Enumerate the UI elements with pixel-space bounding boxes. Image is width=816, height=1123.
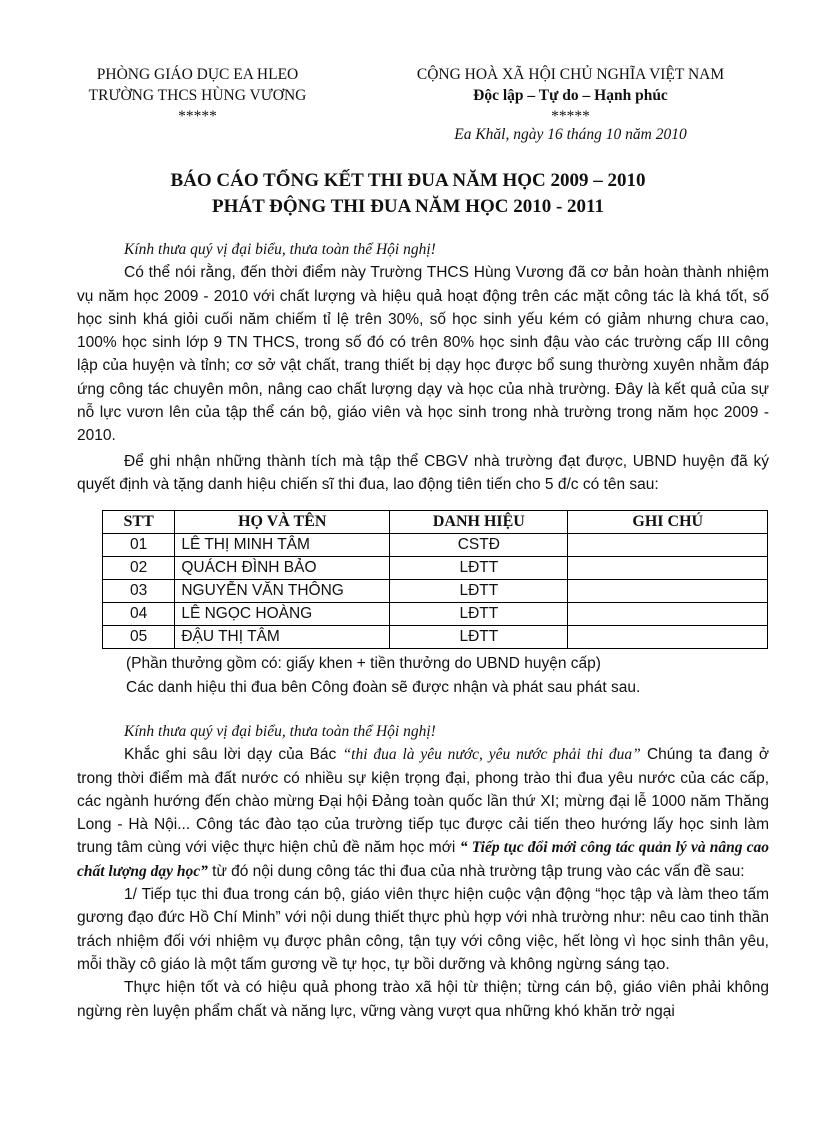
school-year-theme: “ Tiếp tục đổi mới công tác quản lý và nâng cao chất lượng dạy học”	[77, 839, 769, 880]
reward-note: (Phần thưởng gồm có: giấy khen + tiền thưởng do UBND huyện cấp)	[126, 655, 601, 672]
header-stars-left: *****	[178, 108, 217, 125]
table-row	[103, 580, 768, 603]
cell-note	[568, 580, 768, 603]
paragraph-achievements: Có thể nói rằng, đến thời điểm này Trường THCS Hùng Vương đã cơ bản hoàn thành nhiệm vụ năm học 2009 - 2010 với chất lượng và hiệu quả hoạt động trên các mặt công tác là khá tốt, số học sinh khá giỏi cuối năm chiếm tỉ lệ trên 30%, số học sinh yếu kém có giảm nhưng chưa cao, 100% học sinh lớp 9 TN THCS, trong số đó có trên 80% học sinh đậu vào các trường cấp III công lập của huyện và tỉnh; cơ sở vật chất, trang thiết bị dạy học được bổ sung thường xuyên nhằm đáp ứng công tác chuyên môn, nâng cao chất lượng dạy và học của nhà trường. Đây là kết quả của sự nỗ lực vươn lên của tập thể cán bộ, giáo viên và học sinh trong nhà trường trong năm học 2009 - 2010.	[77, 264, 769, 445]
cell-title: LĐTT	[390, 603, 568, 626]
paragraph-emulation	[77, 743, 769, 883]
cell-title: LĐTT	[390, 580, 568, 603]
header-note: GHI CHÚ	[568, 511, 768, 534]
school-name: TRƯỜNG THCS HÙNG VƯƠNG	[88, 87, 307, 104]
header-stars-right: *****	[551, 108, 590, 125]
union-note: Các danh hiệu thi đua bên Công đoàn sẽ được nhận và phát sau phát sau.	[126, 679, 641, 696]
cell-title: LĐTT	[390, 557, 568, 580]
cell-stt: 02	[103, 557, 175, 580]
cell-name: ĐẬU THỊ TÂM	[175, 626, 390, 649]
section-2	[77, 720, 769, 1023]
cell-stt: 01	[103, 534, 175, 557]
table-row	[103, 626, 768, 649]
paragraph-recognition: Để ghi nhận những thành tích mà tập thể CBGV nhà trường đạt được, UBND huyện đã ký quyết định và tặng danh hiệu chiến sĩ thi đua, lao động tiên tiến cho 5 đ/c có tên sau:	[77, 452, 769, 493]
section-1	[77, 238, 769, 496]
para-text-a: Khắc ghi sâu lời dạy của Bác	[124, 746, 343, 764]
cell-stt: 03	[103, 580, 175, 603]
header-title: DANH HIỆU	[390, 511, 568, 534]
cell-note	[568, 534, 768, 557]
cell-name: LÊ NGỌC HOÀNG	[175, 603, 390, 626]
cell-name: QUÁCH ĐÌNH BẢO	[175, 557, 390, 580]
table-row	[103, 534, 768, 557]
national-header	[378, 64, 763, 127]
campaign-title: PHÁT ĐỘNG THI ĐUA NĂM HỌC 2010 - 2011	[212, 196, 604, 217]
report-title: BÁO CÁO TỔNG KẾT THI ĐUA NĂM HỌC 2009 – 2010	[170, 170, 646, 191]
cell-stt: 04	[103, 603, 175, 626]
issuer-header	[70, 64, 325, 127]
national-motto: Độc lập – Tự do – Hạnh phúc	[473, 87, 668, 104]
table-row	[103, 557, 768, 580]
header-stt: STT	[103, 511, 175, 534]
para-text-b: Chúng ta đang ở trong thời điểm mà đất nước có nhiều sự kiện trọng đại, phong trào thi đua yêu nước của các cấp, các ngành hướng đến chào mừng Đại hội Đảng toàn quốc lần thứ XI; mừng đại lễ 1000 năm Thăng Long - Hà Nội... Công tác đào tạo của trường tiếp tục được cải tiến theo hướng lấy học sinh làm trung tâm cùng với việc thực hiện chủ đề năm học mới	[77, 746, 769, 857]
cell-note	[568, 603, 768, 626]
cell-stt: 05	[103, 626, 175, 649]
table-row	[103, 603, 768, 626]
cell-name: LÊ THỊ MINH TÂM	[175, 534, 390, 557]
cell-note	[568, 626, 768, 649]
department-name: PHÒNG GIÁO DỤC EA HLEO	[96, 66, 299, 83]
greeting-1: Kính thưa quý vị đại biểu, thưa toàn thể Hội nghị!	[124, 241, 436, 258]
header-name: HỌ VÀ TÊN	[175, 511, 390, 534]
document-date: Ea Khăl, ngày 16 tháng 10 năm 2010	[454, 126, 687, 143]
paragraph-charity: Thực hiện tốt và có hiệu quả phong trào xã hội từ thiện; từng cán bộ, giáo viên phải không ngừng rèn luyện phẩm chất và năng lực, vững vàng vượt qua những khó khăn trở ngại	[77, 979, 769, 1020]
table-header-row	[103, 511, 768, 534]
cell-title: LĐTT	[390, 626, 568, 649]
national-title: CỘNG HOÀ XÃ HỘI CHỦ NGHĨA VIỆT NAM	[416, 66, 725, 83]
cell-note	[568, 557, 768, 580]
para-text-c: từ đó nội dung công tác thi đua của nhà trường tập trung vào các vấn đề sau:	[207, 862, 745, 880]
cell-name: NGUYỄN VĂN THÔNG	[175, 580, 390, 603]
uncle-ho-quote: “thi đua là yêu nước, yêu nước phải thi đua”	[342, 746, 641, 764]
awards-table	[102, 510, 768, 649]
cell-title: CSTĐ	[390, 534, 568, 557]
paragraph-point-1: 1/ Tiếp tục thi đua trong cán bộ, giáo viên thực hiện cuộc vận động “học tập và làm theo tấm gương đạo đức Hồ Chí Minh” với nội dung thiết thực phù hợp với nhà trường như: nêu cao tinh thần trách nhiệm đối với nhiệm vụ được phân công, tận tụy với công việc, hết lòng vì học sinh thân yêu, mỗi thầy cô giáo là một tấm gương về tự học, tự bồi dưỡng và không ngừng sáng tạo.	[77, 886, 769, 973]
greeting-2: Kính thưa quý vị đại biểu, thưa toàn thể Hội nghị!	[124, 723, 436, 740]
